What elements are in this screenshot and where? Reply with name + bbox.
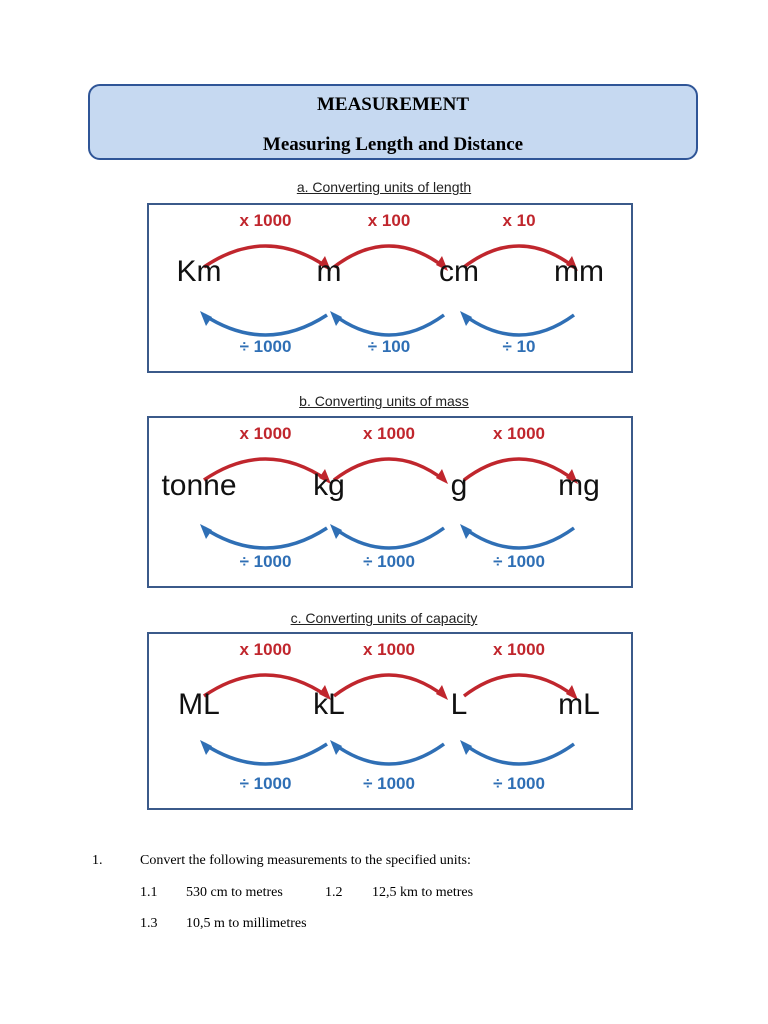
unit-label: mL [558,688,600,721]
section-caption-capacity: c. Converting units of capacity [290,610,478,626]
arrowhead-icon [436,469,448,484]
subquestion-number: 1.1 [140,885,158,900]
subquestion-text: 10,5 m to millimetres [186,916,307,931]
multiply-factor-label: x 1000 [363,424,415,443]
multiply-arrow [204,675,327,696]
divide-arrow [334,744,444,764]
section-caption-length: a. Converting units of length [296,179,472,195]
multiply-factor-label: x 1000 [493,640,545,659]
subquestion-number: 1.2 [325,885,343,900]
multiply-factor-label: x 100 [367,211,411,230]
question-number: 1. [92,853,103,868]
arrowhead-icon [330,740,342,755]
capacity-conversion-diagram [147,632,633,810]
arrowhead-icon [200,311,212,326]
divide-arrow [464,744,574,764]
divide-factor-label: ÷ 1000 [363,552,415,571]
section-caption-mass: b. Converting units of mass [299,393,469,409]
multiply-factor-label: x 1000 [239,211,292,230]
arrowhead-icon [330,524,342,539]
multiply-factor-label: x 1000 [239,424,292,443]
divide-arrow [204,315,327,335]
divide-factor-label: ÷ 1000 [239,774,292,793]
unit-label: mm [554,255,604,288]
divide-factor-label: ÷ 1000 [239,337,292,356]
unit-label: tonne [161,469,237,502]
divide-factor-label: ÷ 1000 [363,774,415,793]
page-title: MEASUREMENT [316,94,469,115]
divide-arrow [464,528,574,548]
multiply-arrow [334,459,444,480]
multiply-arrow [334,246,444,267]
divide-factor-label: ÷ 10 [502,337,536,356]
multiply-arrow [334,675,444,696]
multiply-factor-label: x 1000 [493,424,545,443]
divide-arrow [204,528,327,548]
divide-factor-label: ÷ 100 [367,337,411,356]
unit-label: cm [439,255,479,288]
divide-arrow [334,315,444,335]
unit-label: ML [178,688,220,721]
divide-arrow [334,528,444,548]
question-text: Convert the following measurements to the specified units: [140,853,471,868]
divide-factor-label: ÷ 1000 [493,552,545,571]
arrowhead-icon [460,311,472,326]
divide-arrow [204,744,327,764]
multiply-factor-label: x 10 [502,211,536,230]
page-subtitle: Measuring Length and Distance [262,134,524,155]
arrowhead-icon [436,685,448,700]
unit-label: Km [176,255,222,288]
length-conversion-diagram [147,203,633,373]
unit-label: L [450,688,468,721]
unit-label: mg [558,469,600,502]
unit-label: g [450,469,468,502]
unit-label: m [316,255,342,288]
divide-factor-label: ÷ 1000 [239,552,292,571]
mass-conversion-diagram [147,416,633,588]
title-box [88,84,698,160]
divide-arrow [464,315,574,335]
arrowhead-icon [460,524,472,539]
multiply-factor-label: x 1000 [239,640,292,659]
unit-label: kg [313,469,345,502]
arrowhead-icon [460,740,472,755]
subquestion-text: 530 cm to metres [186,885,283,900]
subquestion-text: 12,5 km to metres [372,885,474,900]
subquestion-number: 1.3 [140,916,158,931]
divide-factor-label: ÷ 1000 [493,774,545,793]
multiply-arrow [204,246,327,267]
arrowhead-icon [200,524,212,539]
arrowhead-icon [200,740,212,755]
multiply-factor-label: x 1000 [363,640,415,659]
unit-label: kL [313,688,345,721]
arrowhead-icon [330,311,342,326]
